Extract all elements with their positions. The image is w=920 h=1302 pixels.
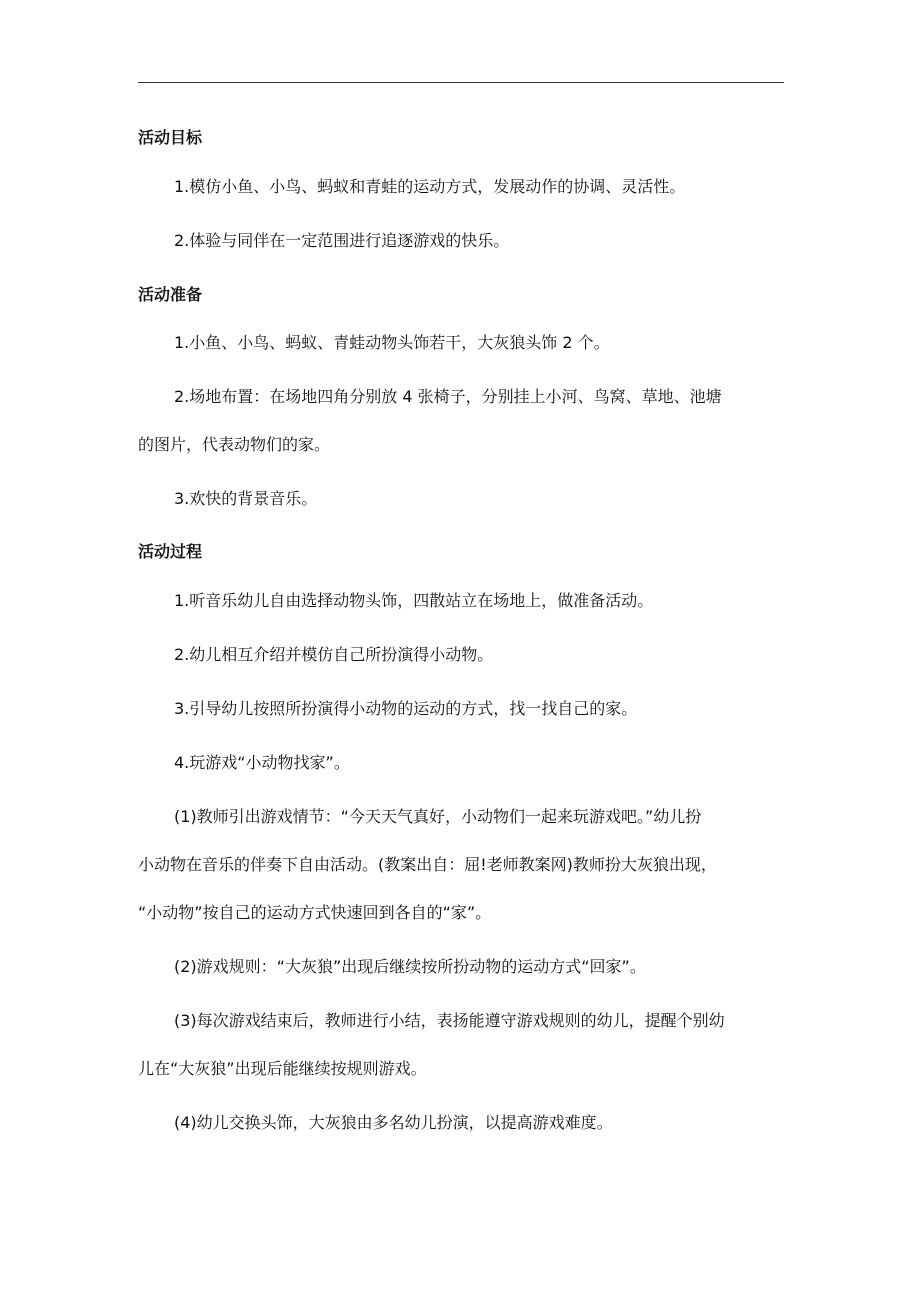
process-step-1-line-2: 小动物在音乐的伴奏下自由活动。(教案出自：屈!老师教案网)教师扮大灰狼出现， [138, 855, 717, 874]
process-step-4: (4)幼儿交换头饰，大灰狼由多名幼儿扮演，以提高游戏难度。 [174, 1113, 613, 1132]
process-step-1-line-3: “小动物”按自己的运动方式快速回到各自的“家”。 [138, 903, 492, 922]
process-step-3-line-1: (3)每次游戏结束后，教师进行小结，表扬能遵守游戏规则的幼儿，提醒个别幼 [174, 1011, 725, 1030]
section-heading-process: 活动过程 [138, 542, 203, 561]
goals-line-1: 1.模仿小鱼、小鸟、蚂蚁和青蛙的运动方式，发展动作的协调、灵活性。 [174, 177, 686, 196]
process-line-1: 1.听音乐幼儿自由选择动物头饰，四散站立在场地上，做准备活动。 [174, 591, 654, 610]
section-heading-goals: 活动目标 [138, 128, 203, 147]
process-line-4: 4.玩游戏“小动物找家”。 [174, 753, 350, 772]
preparation-line-3: 3.欢快的背景音乐。 [174, 489, 318, 508]
goals-line-2: 2.体验与同伴在一定范围进行追逐游戏的快乐。 [174, 231, 510, 250]
section-heading-preparation: 活动准备 [138, 285, 203, 304]
process-step-3-line-2: 儿在“大灰狼”出现后能继续按规则游戏。 [138, 1059, 427, 1078]
process-line-2: 2.幼儿相互介绍并模仿自己所扮演得小动物。 [174, 645, 494, 664]
preparation-line-2-cont: 的图片，代表动物们的家。 [138, 435, 331, 454]
preparation-line-2: 2.场地布置：在场地四角分别放 4 张椅子，分别挂上小河、鸟窝、草地、池塘 [174, 387, 722, 406]
preparation-line-1: 1.小鱼、小鸟、蚂蚁、青蛙动物头饰若干，大灰狼头饰 2 个。 [174, 333, 610, 352]
process-line-3: 3.引导幼儿按照所扮演得小动物的运动的方式，找一找自己的家。 [174, 699, 638, 718]
process-step-1-line-1: (1)教师引出游戏情节：“今天天气真好，小动物们一起来玩游戏吧。”幼儿扮 [174, 807, 702, 826]
process-step-2: (2)游戏规则：“大灰狼”出现后继续按所扮动物的运动方式“回家”。 [174, 957, 646, 976]
header-rule [138, 82, 784, 83]
